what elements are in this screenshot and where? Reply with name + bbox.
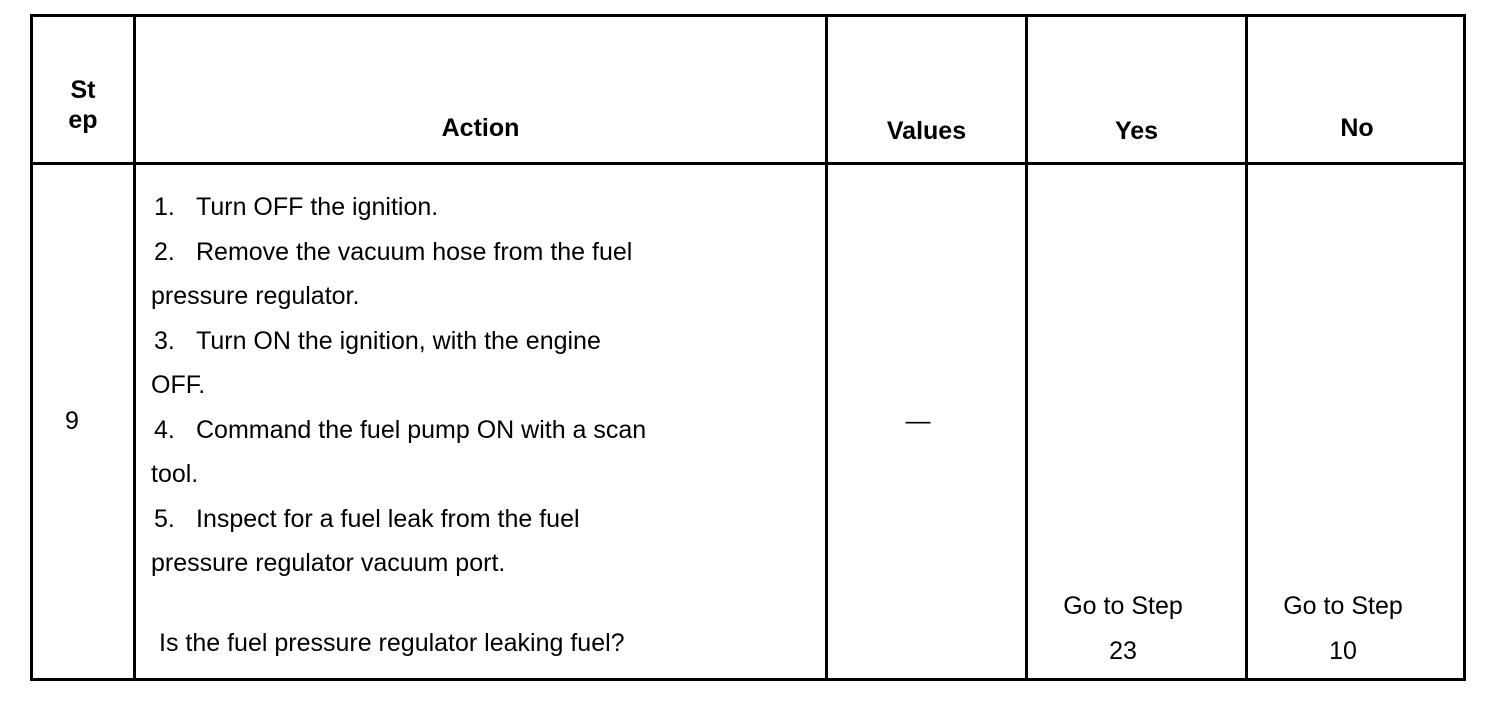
action-item-number: 5. bbox=[154, 504, 175, 533]
header-action: Action bbox=[441, 114, 520, 142]
no-cell bbox=[1248, 584, 1438, 673]
header-step-line2: ep bbox=[68, 106, 98, 134]
action-question: Is the fuel pressure regulator leaking fuel? bbox=[159, 629, 625, 657]
action-item-text: Remove the vacuum hose from the fuel bbox=[196, 237, 633, 266]
values-cell: — bbox=[905, 407, 931, 435]
step-number: 9 bbox=[65, 407, 79, 435]
action-item bbox=[151, 185, 646, 230]
action-item-number: 2. bbox=[154, 237, 175, 266]
action-item bbox=[151, 230, 646, 319]
action-item-continuation: OFF. bbox=[151, 371, 206, 399]
action-item-continuation: tool. bbox=[151, 460, 199, 488]
action-item-text: Command the fuel pump ON with a scan bbox=[196, 415, 647, 444]
action-item-text: Inspect for a fuel leak from the fuel bbox=[196, 504, 580, 533]
action-item bbox=[151, 497, 646, 586]
action-item-number: 1. bbox=[154, 193, 175, 221]
yes-line2: 23 bbox=[1109, 636, 1137, 665]
action-item-text: Turn OFF the ignition. bbox=[196, 193, 439, 221]
action-item bbox=[151, 319, 646, 408]
action-item-number: 3. bbox=[154, 326, 175, 355]
header-yes: Yes bbox=[1114, 117, 1159, 145]
no-line1: Go to Step bbox=[1283, 592, 1403, 620]
header-divider bbox=[33, 162, 1463, 165]
action-item-number: 4. bbox=[154, 415, 175, 444]
header-step-line1: St bbox=[70, 76, 96, 104]
action-list bbox=[151, 185, 646, 586]
header-no: No bbox=[1340, 114, 1374, 142]
yes-line1: Go to Step bbox=[1063, 592, 1183, 620]
yes-cell bbox=[1028, 584, 1218, 673]
header-values: Values bbox=[886, 117, 967, 145]
no-line2: 10 bbox=[1329, 636, 1357, 665]
action-item-text: Turn ON the ignition, with the engine bbox=[196, 326, 601, 355]
action-item-continuation: pressure regulator vacuum port. bbox=[151, 549, 506, 577]
action-item bbox=[151, 408, 646, 497]
header-step bbox=[33, 75, 133, 135]
diagnostic-table bbox=[30, 14, 1466, 681]
action-item-continuation: pressure regulator. bbox=[151, 282, 360, 310]
